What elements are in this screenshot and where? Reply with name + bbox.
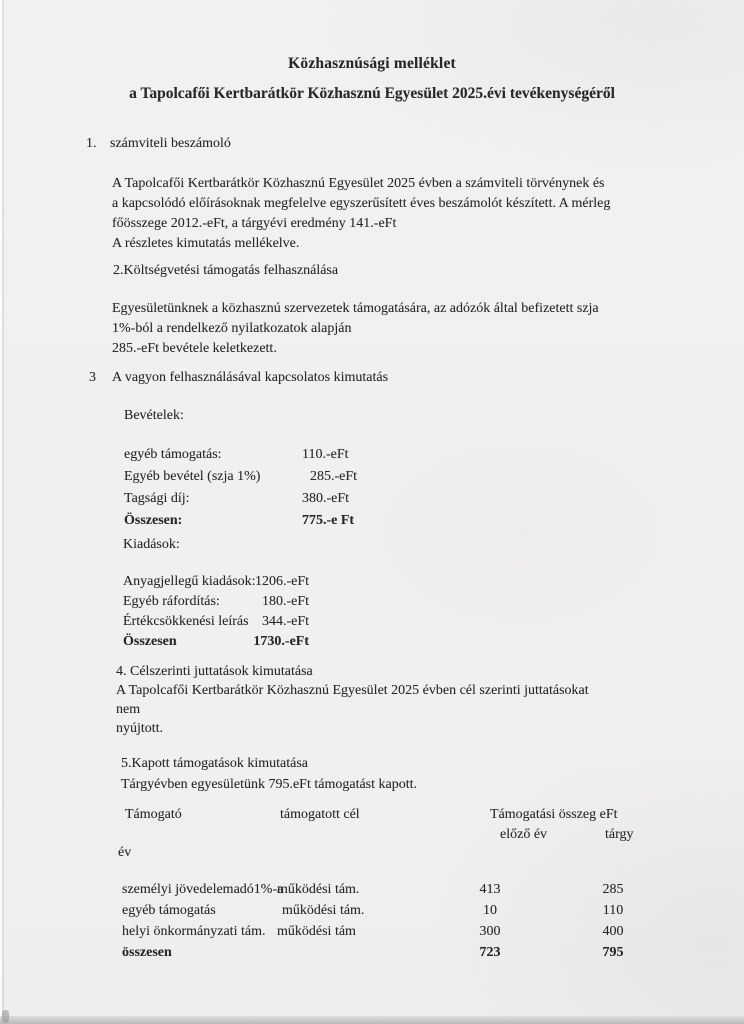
expense-row — [123, 592, 309, 612]
supporter-cell: személyi jövedelemadó1%-a — [122, 882, 284, 897]
section-3-number: 3 — [89, 370, 96, 385]
revenue-value: 380.-eFt — [302, 491, 350, 506]
text-line: Tárgyévben egyesületünk 795.eFt támogatást kapott. — [121, 777, 418, 792]
revenue-total-value: 775.-e Ft — [302, 513, 355, 528]
support-table-header-amount: Támogatási összeg eFt — [490, 807, 618, 822]
text-line: 4. Célszerinti juttatások kimutatása — [116, 664, 313, 679]
expense-label: Egyéb ráfordítás: — [123, 594, 220, 609]
revenue-label: egyéb támogatás: — [124, 447, 222, 462]
purpose-cell: működési tám — [277, 924, 356, 939]
accounting-report-paragraph — [112, 174, 610, 254]
text-line: 285.-eFt bevétele keletkezett. — [112, 341, 277, 356]
support-table-header-supporter: Támogató — [125, 807, 182, 822]
section-2-heading: 2.Költségvetési támogatás felhasználása — [113, 263, 339, 278]
scan-left-edge-shadow — [2, 0, 4, 1024]
purpose-cell: működési tám. — [277, 882, 360, 897]
expense-total-value: 1730.-eFt — [253, 634, 309, 649]
prev-year-amount-cell: 10 — [483, 903, 497, 918]
support-table — [0, 882, 744, 966]
revenue-total-row — [124, 510, 357, 532]
prev-year-amount-cell: 413 — [479, 882, 501, 897]
scan-bottom-edge — [0, 1016, 744, 1024]
revenues-table — [124, 444, 357, 532]
received-grants-paragraph — [121, 753, 417, 795]
expense-row — [123, 612, 309, 632]
support-table-row — [0, 882, 744, 903]
current-year-amount-cell: 110 — [602, 903, 624, 918]
revenues-heading: Bevételek: — [124, 408, 184, 423]
section-3-title: A vagyon felhasználásával kapcsolatos kimutatás — [112, 370, 389, 385]
prev-year-total-cell: 723 — [479, 945, 501, 960]
supporter-cell: egyéb támogatás — [122, 903, 216, 918]
text-line: A Tapolcafői Kertbarátkör Közhasznú Egyesület 2025 évben cél szerinti juttatásokat — [116, 683, 589, 698]
text-line: A Tapolcafői Kertbarátkör Közhasznú Egyesület 2025 évben a számviteli törvénynek és — [112, 176, 605, 191]
expenses-table — [123, 572, 309, 652]
support-table-row — [0, 924, 744, 945]
current-year-amount-cell: 285 — [602, 882, 624, 897]
text-line: főösszege 2012.-eFt, a tárgyévi eredmény 141.-eFt — [112, 216, 397, 231]
expense-row — [123, 572, 309, 592]
revenue-row — [124, 444, 357, 466]
current-year-amount-cell: 400 — [602, 924, 624, 939]
revenue-total-label: Összesen: — [124, 513, 183, 528]
section-1-heading — [86, 136, 231, 152]
supporter-cell: helyi önkormányzati tám. — [122, 924, 266, 939]
prev-year-amount-cell: 300 — [479, 924, 501, 939]
section-1-title: számviteli beszámoló — [110, 136, 231, 151]
section-1-number: 1. — [86, 136, 97, 151]
text-line: nyújtott. — [116, 721, 164, 736]
budget-support-paragraph — [112, 299, 599, 359]
revenue-value: 110.-eFt — [302, 447, 349, 462]
text-line: Egyesületünknek a közhasznú szervezetek támogatására, az adózók által befizetett szja — [112, 301, 599, 316]
support-table-row — [0, 903, 744, 924]
expense-total-label: Összesen — [123, 634, 177, 649]
supporter-total-cell: összesen — [122, 945, 172, 960]
revenue-row — [124, 488, 357, 510]
support-table-header-current-year: tárgy — [605, 827, 634, 842]
expense-value: 344.-eFt — [261, 614, 309, 629]
expenses-heading: Kiadások: — [123, 537, 180, 552]
current-year-total-cell: 795 — [602, 945, 624, 960]
support-table-header-year-wrap: év — [118, 845, 132, 860]
text-line: a kapcsolódó előírásoknak megfelelve egyszerűsített éves beszámolót készített. A mérleg — [112, 196, 611, 211]
support-table-header-purpose: támogatott cél — [280, 807, 360, 822]
support-table-header-prev-year: előző év — [500, 827, 548, 842]
revenue-row — [124, 466, 357, 488]
revenue-value: 285.-eFt — [310, 469, 358, 484]
support-table-total-row — [0, 945, 744, 966]
purpose-grants-paragraph — [116, 662, 589, 738]
expense-label: Értékcsökkenési leírás — [123, 614, 249, 629]
document-subtitle: a Tapolcafői Kertbarátkör Közhasznú Egyesület 2025.évi tevékenységéről — [129, 85, 615, 102]
scan-corner-smudge — [2, 1010, 9, 1023]
revenue-label: Tagsági díj: — [124, 491, 190, 506]
text-line: A részletes kimutatás mellékelve. — [112, 236, 300, 251]
expense-label: Anyagjellegű kiadások: — [123, 574, 256, 589]
revenue-label: Egyéb bevétel (szja 1%) — [124, 469, 261, 484]
text-line: 1%-ból a rendelkező nyilatkozatok alapján — [112, 321, 352, 336]
text-line: 5.Kapott támogatások kimutatása — [121, 756, 309, 771]
document-title: Közhasznúsági melléklet — [288, 55, 456, 72]
text-line: nem — [116, 702, 141, 717]
purpose-cell: működési tám. — [282, 903, 365, 918]
section-3-heading — [89, 370, 388, 386]
expense-value: 180.-eFt — [261, 594, 309, 609]
expense-total-row — [123, 632, 309, 652]
expense-value: 1206.-eFt — [254, 574, 309, 589]
